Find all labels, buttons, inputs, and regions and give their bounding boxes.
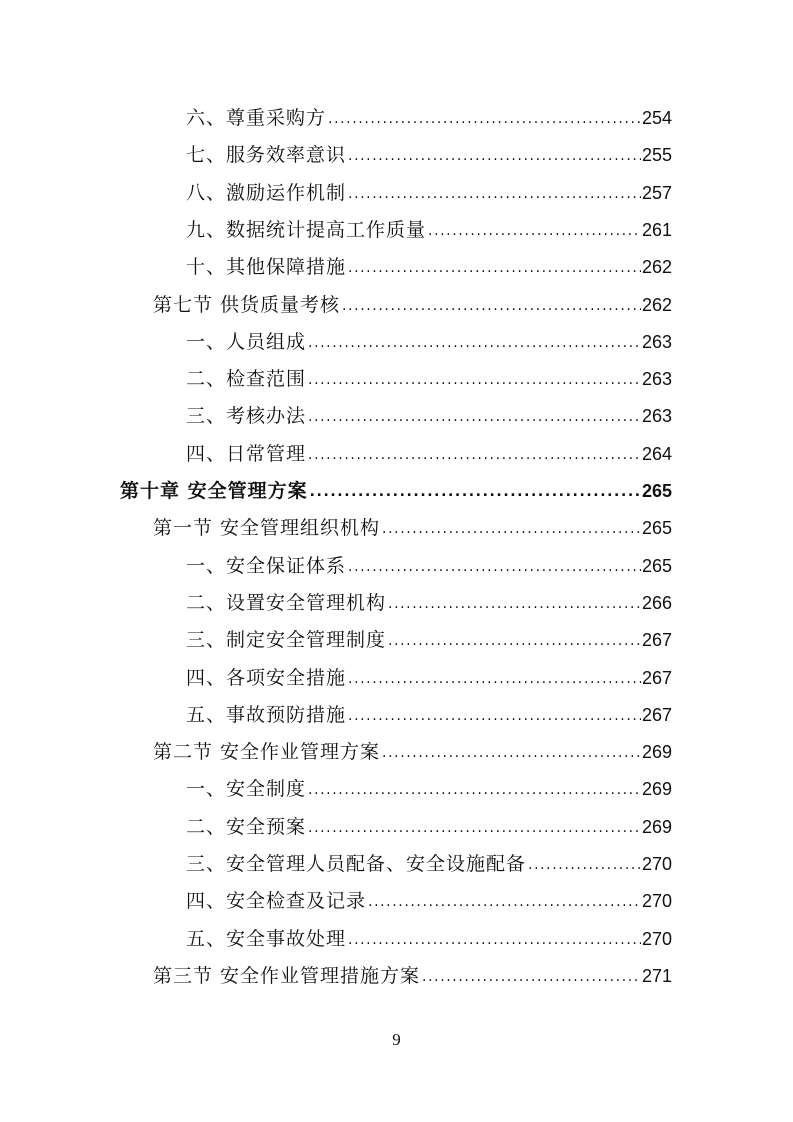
dot-leader xyxy=(308,779,641,801)
toc-entry-title: 第一节 安全管理组织机构 xyxy=(153,517,381,539)
dot-leader xyxy=(428,220,641,242)
toc-entry-page: 265 xyxy=(641,518,672,538)
toc-entry-page: 269 xyxy=(641,779,672,799)
toc-entry-page: 269 xyxy=(641,742,672,762)
toc-entry-title: 六、尊重采购方 xyxy=(186,107,327,129)
toc-entry-page: 263 xyxy=(641,406,672,426)
toc-entry-page: 254 xyxy=(641,108,672,128)
toc-entry-item[interactable] xyxy=(186,253,672,281)
toc-entry-page: 263 xyxy=(641,332,672,352)
toc-entry-title: 一、安全制度 xyxy=(186,778,307,800)
toc-entry-title: 五、安全事故处理 xyxy=(186,928,347,950)
toc-entry-page: 270 xyxy=(641,854,672,874)
toc-entry-page: 262 xyxy=(641,257,672,277)
dot-leader xyxy=(308,406,641,428)
dot-leader xyxy=(328,108,641,130)
toc-entry-page: 270 xyxy=(641,891,672,911)
dot-leader xyxy=(388,630,641,652)
toc-entry-item[interactable] xyxy=(186,402,672,430)
toc-entry-title: 三、安全管理人员配备、安全设施配备 xyxy=(186,853,527,875)
toc-entry-chapter[interactable] xyxy=(120,477,672,505)
toc-entry-title: 十、其他保障措施 xyxy=(186,256,347,278)
dot-leader xyxy=(528,854,641,876)
dot-leader xyxy=(388,593,641,615)
toc-entry-page: 263 xyxy=(641,369,672,389)
toc-entry-section[interactable] xyxy=(153,514,672,542)
toc-entry-page: 271 xyxy=(641,966,672,986)
dot-leader xyxy=(348,705,641,727)
toc-entry-page: 257 xyxy=(641,183,672,203)
toc-entry-item[interactable] xyxy=(186,626,672,654)
dot-leader xyxy=(308,369,641,391)
toc-entry-title: 三、制定安全管理制度 xyxy=(186,629,387,651)
toc-entry-page: 269 xyxy=(641,817,672,837)
toc-entry-page: 262 xyxy=(641,295,672,315)
toc-entry-item[interactable] xyxy=(186,664,672,692)
toc-entry-title: 第七节 供货质量考核 xyxy=(153,294,341,316)
toc-entry-title: 二、检查范围 xyxy=(186,368,307,390)
toc-entry-page: 267 xyxy=(641,630,672,650)
toc-entry-item[interactable] xyxy=(186,141,672,169)
toc-entry-item[interactable] xyxy=(186,887,672,915)
toc-entry-section[interactable] xyxy=(153,738,672,766)
toc-entry-page: 270 xyxy=(641,929,672,949)
page-number: 9 xyxy=(392,1030,401,1049)
dot-leader xyxy=(382,742,641,764)
toc-entry-page: 261 xyxy=(641,220,672,240)
dot-leader xyxy=(308,817,641,839)
dot-leader xyxy=(348,145,641,167)
toc-entry-item[interactable] xyxy=(186,216,672,244)
dot-leader xyxy=(382,518,641,540)
toc-entry-title: 四、各项安全措施 xyxy=(186,667,347,689)
toc-entry-section[interactable] xyxy=(153,291,672,319)
toc-entry-item[interactable] xyxy=(186,850,672,878)
dot-leader xyxy=(348,668,641,690)
toc-entry-title: 四、安全检查及记录 xyxy=(186,890,367,912)
toc-entry-title: 七、服务效率意识 xyxy=(186,144,347,166)
toc-entry-title: 第十章 安全管理方案 xyxy=(120,480,308,502)
toc-entry-title: 一、安全保证体系 xyxy=(186,555,347,577)
toc-entry-page: 265 xyxy=(641,556,672,576)
dot-leader xyxy=(348,257,641,279)
toc-entry-page: 267 xyxy=(641,668,672,688)
toc-entry-item[interactable] xyxy=(186,589,672,617)
toc-entry-item[interactable] xyxy=(186,552,672,580)
dot-leader xyxy=(422,966,641,988)
toc-entry-title: 第二节 安全作业管理方案 xyxy=(153,741,381,763)
dot-leader xyxy=(348,929,641,951)
toc-entry-page: 265 xyxy=(641,481,672,501)
toc-entry-item[interactable] xyxy=(186,775,672,803)
toc-entry-page: 255 xyxy=(641,145,672,165)
toc-entry-title: 第三节 安全作业管理措施方案 xyxy=(153,965,421,987)
toc-entry-page: 267 xyxy=(641,705,672,725)
dot-leader xyxy=(342,295,641,317)
toc-entry-title: 二、设置安全管理机构 xyxy=(186,592,387,614)
toc-entry-title: 四、日常管理 xyxy=(186,443,307,465)
toc-entry-item[interactable] xyxy=(186,328,672,356)
toc-entry-page: 264 xyxy=(641,444,672,464)
toc-entry-title: 二、安全预案 xyxy=(186,816,307,838)
dot-leader xyxy=(308,332,641,354)
toc-entry-item[interactable] xyxy=(186,440,672,468)
toc-entry-item[interactable] xyxy=(186,813,672,841)
toc-entry-title: 一、人员组成 xyxy=(186,331,307,353)
toc-entry-item[interactable] xyxy=(186,925,672,953)
toc-entry-title: 九、数据统计提高工作质量 xyxy=(186,219,427,241)
dot-leader xyxy=(348,556,641,578)
dot-leader xyxy=(368,891,641,913)
toc-entry-item[interactable] xyxy=(186,179,672,207)
toc-entry-title: 三、考核办法 xyxy=(186,405,307,427)
dot-leader xyxy=(348,183,641,205)
toc-entry-title: 八、激励运作机制 xyxy=(186,182,347,204)
toc-entry-section[interactable] xyxy=(153,962,672,990)
dot-leader xyxy=(310,481,641,503)
toc-entry-item[interactable] xyxy=(186,701,672,729)
toc-entry-item[interactable] xyxy=(186,104,672,132)
toc-entry-page: 266 xyxy=(641,593,672,613)
toc-entry-item[interactable] xyxy=(186,365,672,393)
dot-leader xyxy=(308,444,641,466)
toc-entry-title: 五、事故预防措施 xyxy=(186,704,347,726)
